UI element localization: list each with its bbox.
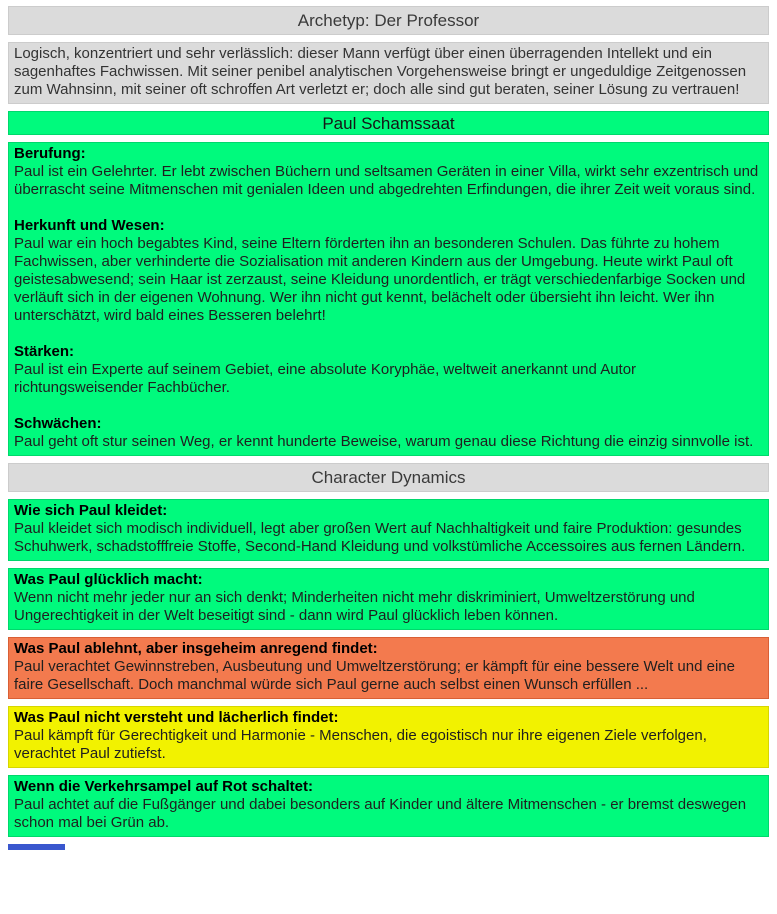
section-heading: Was Paul glücklich macht: xyxy=(14,571,203,588)
profile-section-staerken xyxy=(14,343,763,397)
profile-section-schwaechen xyxy=(14,415,763,451)
archetype-description: Logisch, konzentriert und sehr verlässlich: dieser Mann verfügt über einen überragenden Intellekt und ein sagenhaftes Fachwissen. Mit seiner penibel analytischen Vorgehensweise bringt er ungeduldige Zeitgenossen zum Wahnsinn, mit seiner oft schroffen Art verletzt er; doch alle sind gut beraten, seiner Lösung zu vertrauen! xyxy=(8,42,769,104)
section-text: Paul kleidet sich modisch individuell, legt aber großen Wert auf Nachhaltigkeit und faire Produktion: gesundes Schuhwerk, schadstofffreie Stoffe, Second-Hand Kleidung und volkstümliche Accessoires aus fernen Ländern. xyxy=(14,520,746,555)
dynamics-block-gluecklich xyxy=(8,568,769,630)
section-heading: Wie sich Paul kleidet: xyxy=(14,502,168,519)
page-title: Archetyp: Der Professor xyxy=(8,6,769,35)
dynamics-block-verkehrsampel xyxy=(8,775,769,837)
dynamics-block-ablehnt xyxy=(8,637,769,699)
section-text: Wenn nicht mehr jeder nur an sich denkt; Minderheiten nicht mehr diskriminiert, Umweltzerstörung und Ungerechtigkeit in der Welt beseitigt sind - dann wird Paul glücklich leben können. xyxy=(14,589,695,624)
section-heading: Was Paul nicht versteht und lächerlich findet: xyxy=(14,709,339,726)
section-text: Paul war ein hoch begabtes Kind, seine Eltern förderten ihn an besonderen Schulen. Das führte zu hohem Fachwissen, aber verhinderte die Sozialisation mit anderen Kindern aus der Umgebung. Heute wirkt Paul oft geistesabwesend; sein Haar ist zerzaust, seine Kleidung unordentlich, er trägt verschiedenfarbige Socken und verläuft sich in der eigenen Wohnung. Wer ihn nicht gut kennt, belächelt oder übersieht ihn leicht. Wer ihn unterschätzt, wird bald eines Besseren belehrt! xyxy=(14,235,746,324)
section-heading: Berufung: xyxy=(14,145,86,162)
section-heading: Stärken: xyxy=(14,343,75,360)
character-profile-block xyxy=(8,142,769,456)
section-heading: Wenn die Verkehrsampel auf Rot schaltet: xyxy=(14,778,313,795)
section-heading: Herkunft und Wesen: xyxy=(14,217,165,234)
character-name-header: Paul Schamssaat xyxy=(8,111,769,135)
section-heading: Was Paul ablehnt, aber insgeheim anregend findet: xyxy=(14,640,378,657)
section-text: Paul achtet auf die Fußgänger und dabei besonders auf Kinder und ältere Mitmenschen - er bremst deswegen schon mal bei Grün ab. xyxy=(14,796,747,831)
section-text: Paul geht oft stur seinen Weg, er kennt hunderte Beweise, warum genau diese Richtung die einzig sinnvolle ist. xyxy=(14,433,754,450)
section-text: Paul verachtet Gewinnstreben, Ausbeutung und Umweltzerstörung; er kämpft für eine bessere Welt und eine faire Gesellschaft. Doch manchmal würde sich Paul gerne auch selbst einen Wunsch erfüllen ... xyxy=(14,658,735,693)
next-section-partial xyxy=(8,844,65,850)
section-text: Paul ist ein Experte auf seinem Gebiet, eine absolute Koryphäe, weltweit anerkannt und Autor richtungsweisender Fachbücher. xyxy=(14,361,637,396)
section-text: Paul ist ein Gelehrter. Er lebt zwischen Büchern und seltsamen Geräten in einer Villa, wirkt sehr exzentrisch und überrascht seine Mitmenschen mit genialen Ideen und abgedrehten Erfindungen, die ihrer Zeit weit voraus sind. xyxy=(14,163,759,198)
profile-section-berufung xyxy=(14,145,763,199)
dynamics-title: Character Dynamics xyxy=(8,463,769,492)
section-heading: Schwächen: xyxy=(14,415,102,432)
section-text: Paul kämpft für Gerechtigkeit und Harmonie - Menschen, die egoistisch nur ihre eigenen Ziele verfolgen, verachtet Paul zutiefst. xyxy=(14,727,707,762)
dynamics-block-kleidung xyxy=(8,499,769,561)
dynamics-block-versteht-nicht xyxy=(8,706,769,768)
profile-section-herkunft xyxy=(14,217,763,325)
